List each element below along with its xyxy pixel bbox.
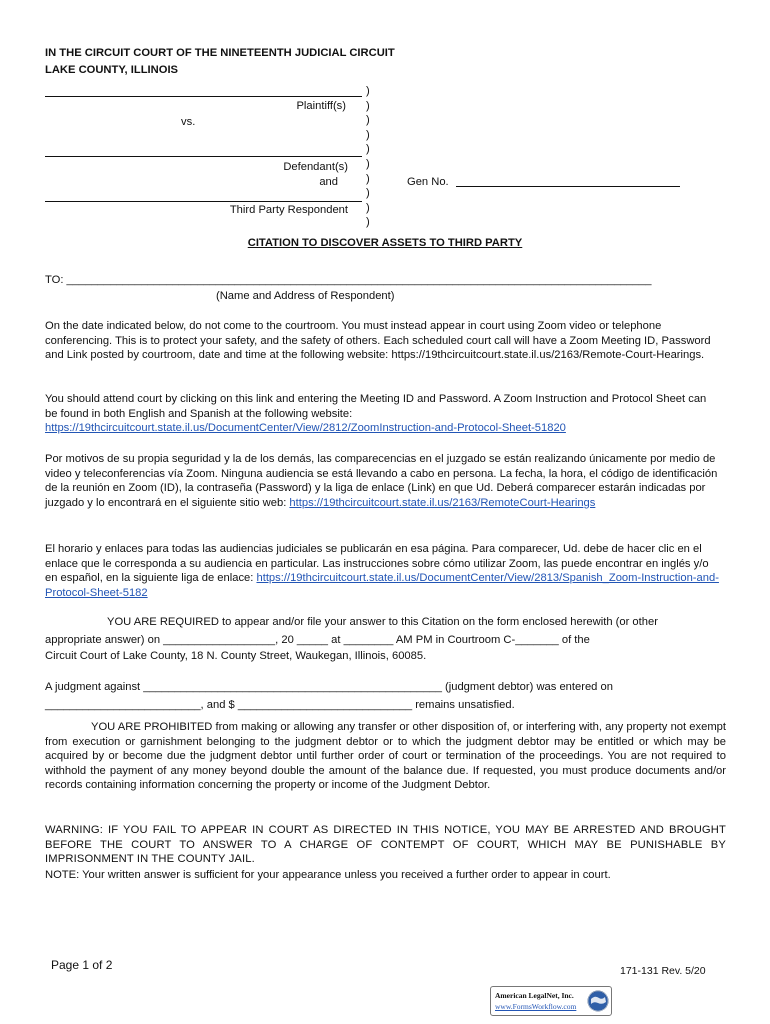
- to-line: TO: ______________________________________________________________________________________________: [45, 274, 652, 286]
- zoom-instructions-link[interactable]: https://19thcircuitcourt.state.il.us/DocumentCenter/View/2812/ZoomInstruction-and-Protocol-Sheet-51820: [45, 422, 566, 435]
- and-label: and: [319, 176, 338, 188]
- globe-icon: [587, 990, 609, 1012]
- required-line3: Circuit Court of Lake County, 18 N. County Street, Waukegan, Illinois, 60085.: [45, 650, 427, 662]
- defendant-line: [45, 156, 362, 157]
- third-party-label: Third Party Respondent: [229, 204, 348, 216]
- prohibited-paragraph: YOU ARE PROHIBITED from making or allowing any transfer or other disposition of, or interfering with, any property not exempt from execution or garnishment belonging to the judgment debtor or to which the judgment debtor may be entitled or which may be acquired by or become due the judgment debtor until further order of court or termination of the proceedings. You are not required to withhold the payment of any money beyond double the amount of the balance due. If requested, you must produce documents and/or records containing information concerning the property or income of the Judgment Debtor.: [45, 721, 726, 792]
- spanish-notice-text: Por motivos de su propia seguridad y la de los demás, las comparecencias en el juzgado se están realizando únicamente por medio de video y teleconferencias vía Zoom. Ninguna audiencia se está llevando a cabo en persona. La fecha, la hora, el código de identificación de la reunión en Zoom (ID), la contraseña (Password) y la liga de enlace (Link) en que Ud. Deberá comparecer estarán indicadas por juzgado y lo encontrará en el siguiente sitio web:: [45, 453, 718, 509]
- document-title: CITATION TO DISCOVER ASSETS TO THIRD PARTY: [247, 237, 523, 249]
- page-number: Page 1 of 2: [51, 958, 113, 972]
- gen-no-line[interactable]: [456, 186, 680, 187]
- caption-parentheses: ) ) ) ) ) ) ) ) ) ): [366, 85, 370, 229]
- third-party-line: [45, 201, 362, 202]
- vs-label: vs.: [181, 116, 196, 128]
- defendant-label: Defendant(s): [283, 161, 348, 173]
- plaintiff-label: Plaintiff(s): [296, 100, 346, 112]
- spanish-remote-court-link[interactable]: https://19thcircuitcourt.state.il.us/2163/RemoteCourt-Hearings: [289, 496, 596, 509]
- zoom-instructions-paragraph: [45, 392, 713, 436]
- logo-website: www.FormsWorkflow.com: [495, 1002, 577, 1011]
- plaintiff-line: [45, 96, 362, 97]
- judgment-line1: A judgment against ________________________________________________ (judgment debtor) was entered on: [45, 681, 613, 693]
- spanish-instructions-link[interactable]: https://19thcircuitcourt.state.il.us/DocumentCenter/View/2813/Spanish_Zoom-Instruction-and-Protocol-Sheet-5182: [45, 572, 719, 599]
- required-line1: YOU ARE REQUIRED to appear and/or file your answer to this Citation on the form enclosed herewith (or other: [107, 616, 658, 628]
- spanish-schedule-text: El horario y enlaces para todas las audiencias judiciales se publicarán en esa página. Para comparecer, Ud. debe de hacer clic en el enlace que le corresponda a su audiencia en particular. Las instrucciones sobre cómo utilizar Zoom, las puede encontrar en inglés y/o en español, en la siguiente liga de enlace:: [45, 543, 709, 585]
- warning-paragraph: WARNING: IF YOU FAIL TO APPEAR IN COURT AS DIRECTED IN THIS NOTICE, YOU MAY BE ARRESTED AND BROUGHT BEFORE THE COURT TO ANSWER TO A CHARGE OF CONTEMPT OF COURT, WHICH MAY BE PUNISHABLE BY IMPRISONMENT IN THE COUNTY JAIL.: [45, 824, 726, 866]
- court-name-line1: IN THE CIRCUIT COURT OF THE NINETEENTH JUDICIAL CIRCUIT: [45, 47, 395, 59]
- note-line: NOTE: Your written answer is sufficient for your appearance unless you received a further order to appear in court.: [45, 869, 611, 881]
- zoom-instructions-text: You should attend court by clicking on this link and entering the Meeting ID and Password. A Zoom Instruction and Protocol Sheet can be found in both English and Spanish at the following website:: [45, 393, 707, 420]
- court-name-line2: LAKE COUNTY, ILLINOIS: [45, 64, 179, 76]
- zoom-notice-paragraph: On the date indicated below, do not come to the courtroom. You must instead appear in court using Zoom video or telephone conferencing. This is to protect your safety, and the safety of others. Each scheduled court call will have a Zoom Meeting ID, Password and Link posted by courtroom, date and time at the following website: https://19thcircuitcourt.state.il.us/2163/Remote-Court-Hearings.: [45, 320, 711, 362]
- to-sublabel: (Name and Address of Respondent): [216, 290, 395, 302]
- form-number: 171-131 Rev. 5/20: [620, 965, 706, 977]
- spanish-schedule-paragraph: [45, 542, 721, 600]
- spanish-notice-paragraph: [45, 452, 721, 510]
- american-legalnet-logo: [490, 986, 612, 1016]
- logo-company-name: American LegalNet, Inc.: [495, 991, 574, 1000]
- judgment-line2: _________________________, and $ ____________________________ remains unsatisfied.: [45, 699, 515, 711]
- gen-no-label: Gen No.: [407, 176, 449, 188]
- required-line2: appropriate answer) on __________________, 20 _____ at ________ AM PM in Courtroom C-_______ of the: [45, 634, 590, 646]
